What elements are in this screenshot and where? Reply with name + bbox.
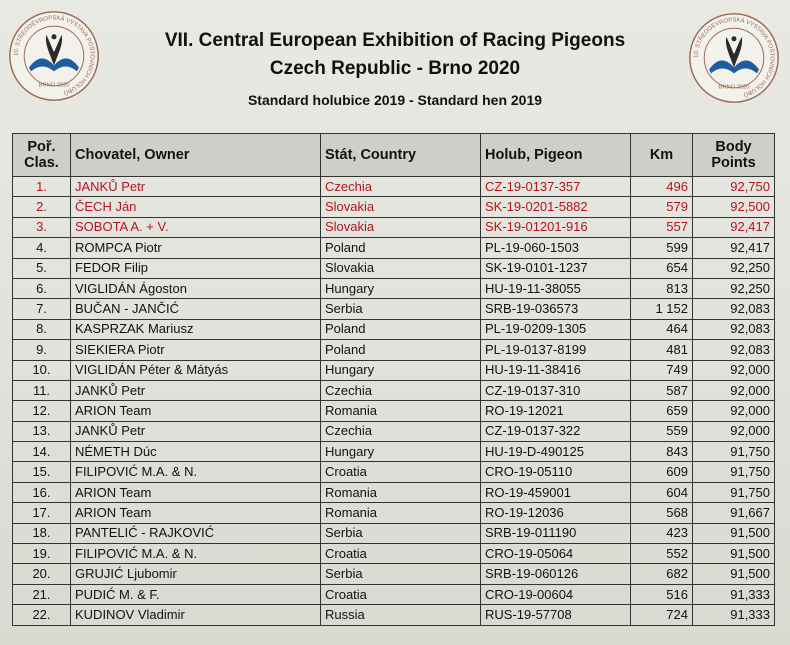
cell-pigeon: PL-19-0209-1305 [481, 319, 631, 339]
logo-ring-text: 10. STŘEDOEVROPSKÁ VÝSTAVA POŠTOVNÍCH HOLUBŮ [693, 17, 775, 98]
cell-pigeon: HU-19-11-38055 [481, 278, 631, 298]
cell-km: 579 [631, 197, 693, 217]
logo-city-year: BRNO 2020 [718, 84, 750, 91]
cell-points: 91,750 [693, 442, 775, 462]
page-title-location: Czech Republic - Brno 2020 [269, 58, 521, 79]
cell-points: 91,500 [693, 523, 775, 543]
cell-km: 749 [631, 360, 693, 380]
cell-km: 843 [631, 442, 693, 462]
cell-owner: JANKŮ Petr [71, 177, 321, 197]
cell-points: 92,000 [693, 401, 775, 421]
cell-km: 609 [631, 462, 693, 482]
cell-rank: 5. [13, 258, 71, 278]
cell-country: Poland [321, 340, 481, 360]
cell-owner: PANTELIĆ - RAJKOVIĆ [71, 523, 321, 543]
cell-rank: 15. [13, 462, 71, 482]
cell-pigeon: SK-19-01201-916 [481, 217, 631, 237]
table-row [13, 360, 775, 380]
page-title: VII. Central European Exhibition of Racing Pigeons [164, 30, 626, 51]
table-row [13, 544, 775, 564]
table-row [13, 482, 775, 502]
cell-rank: 3. [13, 217, 71, 237]
cell-owner: GRUJIĆ Ljubomir [71, 564, 321, 584]
table-row [13, 584, 775, 604]
cell-owner: NÉMETH Dúc [71, 442, 321, 462]
table-row [13, 197, 775, 217]
cell-owner: VIGLIDÁN Ágoston [71, 278, 321, 298]
cell-km: 559 [631, 421, 693, 441]
cell-rank: 22. [13, 605, 71, 625]
cell-pigeon: SRB-19-011190 [481, 523, 631, 543]
col-header-rank: Poř. Clas. [13, 134, 71, 177]
cell-rank: 19. [13, 544, 71, 564]
cell-country: Serbia [321, 564, 481, 584]
cell-rank: 1. [13, 177, 71, 197]
cell-country: Russia [321, 605, 481, 625]
cell-pigeon: CRO-19-05064 [481, 544, 631, 564]
cell-points: 92,000 [693, 421, 775, 441]
col-header-owner: Chovatel, Owner [71, 134, 321, 177]
table-row [13, 401, 775, 421]
cell-pigeon: HU-19-11-38416 [481, 360, 631, 380]
cell-country: Slovakia [321, 217, 481, 237]
cell-points: 92,000 [693, 360, 775, 380]
cell-points: 92,417 [693, 217, 775, 237]
cell-pigeon: SRB-19-060126 [481, 564, 631, 584]
cell-km: 682 [631, 564, 693, 584]
cell-rank: 9. [13, 340, 71, 360]
cell-points: 92,750 [693, 177, 775, 197]
table-row [13, 319, 775, 339]
cell-country: Czechia [321, 177, 481, 197]
cell-owner: FILIPOVIĆ M.A. & N. [71, 462, 321, 482]
col-header-pigeon: Holub, Pigeon [481, 134, 631, 177]
cell-rank: 12. [13, 401, 71, 421]
cell-owner: JANKŮ Petr [71, 421, 321, 441]
logo-city-year: BRNO 2020 [38, 82, 70, 89]
cell-country: Croatia [321, 584, 481, 604]
cell-points: 91,667 [693, 503, 775, 523]
table-row [13, 177, 775, 197]
cell-owner: SOBOTA A. + V. [71, 217, 321, 237]
cell-km: 659 [631, 401, 693, 421]
cell-rank: 20. [13, 564, 71, 584]
table-row [13, 258, 775, 278]
results-table [12, 133, 775, 626]
cell-country: Hungary [321, 442, 481, 462]
exhibition-logo-right [686, 10, 782, 106]
table-row [13, 503, 775, 523]
cell-pigeon: SK-19-0101-1237 [481, 258, 631, 278]
cell-rank: 7. [13, 299, 71, 319]
cell-rank: 21. [13, 584, 71, 604]
cell-km: 516 [631, 584, 693, 604]
cell-rank: 10. [13, 360, 71, 380]
cell-km: 423 [631, 523, 693, 543]
cell-country: Romania [321, 503, 481, 523]
cell-country: Poland [321, 319, 481, 339]
cell-country: Hungary [321, 360, 481, 380]
cell-pigeon: CRO-19-05110 [481, 462, 631, 482]
cell-points: 91,500 [693, 544, 775, 564]
exhibition-logo-left [6, 8, 102, 104]
cell-points: 92,417 [693, 238, 775, 258]
cell-km: 496 [631, 177, 693, 197]
cell-country: Romania [321, 401, 481, 421]
cell-rank: 4. [13, 238, 71, 258]
cell-owner: VIGLIDÁN Péter & Mátyás [71, 360, 321, 380]
cell-rank: 6. [13, 278, 71, 298]
cell-country: Czechia [321, 421, 481, 441]
cell-country: Romania [321, 482, 481, 502]
cell-points: 92,083 [693, 299, 775, 319]
cell-pigeon: RO-19-12036 [481, 503, 631, 523]
cell-km: 813 [631, 278, 693, 298]
cell-country: Poland [321, 238, 481, 258]
page-subtitle: Standard holubice 2019 - Standard hen 2019 [247, 92, 543, 108]
cell-pigeon: CRO-19-00604 [481, 584, 631, 604]
cell-rank: 2. [13, 197, 71, 217]
cell-points: 91,333 [693, 584, 775, 604]
cell-km: 552 [631, 544, 693, 564]
cell-pigeon: RO-19-459001 [481, 482, 631, 502]
col-header-km: Km [631, 134, 693, 177]
cell-km: 481 [631, 340, 693, 360]
cell-owner: KUDINOV Vladimir [71, 605, 321, 625]
cell-owner: ČECH Ján [71, 197, 321, 217]
cell-owner: BUČAN - JANČIĆ [71, 299, 321, 319]
cell-km: 464 [631, 319, 693, 339]
cell-points: 92,500 [693, 197, 775, 217]
cell-km: 599 [631, 238, 693, 258]
cell-points: 91,333 [693, 605, 775, 625]
col-header-country: Stát, Country [321, 134, 481, 177]
cell-points: 91,750 [693, 482, 775, 502]
cell-km: 587 [631, 380, 693, 400]
cell-rank: 17. [13, 503, 71, 523]
table-row [13, 238, 775, 258]
cell-points: 92,250 [693, 258, 775, 278]
cell-owner: ARION Team [71, 401, 321, 421]
cell-pigeon: RUS-19-57708 [481, 605, 631, 625]
table-row [13, 421, 775, 441]
cell-points: 91,750 [693, 462, 775, 482]
cell-owner: FEDOR Filip [71, 258, 321, 278]
cell-pigeon: HU-19-D-490125 [481, 442, 631, 462]
cell-owner: ROMPCA Piotr [71, 238, 321, 258]
cell-points: 92,083 [693, 340, 775, 360]
col-header-points: Body Points [693, 134, 775, 177]
cell-owner: PUDIĆ M. & F. [71, 584, 321, 604]
cell-km: 557 [631, 217, 693, 237]
cell-km: 604 [631, 482, 693, 502]
cell-country: Croatia [321, 544, 481, 564]
cell-owner: FILIPOVIĆ M.A. & N. [71, 544, 321, 564]
table-row [13, 340, 775, 360]
cell-country: Serbia [321, 523, 481, 543]
cell-rank: 11. [13, 380, 71, 400]
table-row [13, 462, 775, 482]
cell-owner: ARION Team [71, 503, 321, 523]
cell-rank: 18. [13, 523, 71, 543]
cell-km: 724 [631, 605, 693, 625]
cell-country: Czechia [321, 380, 481, 400]
cell-owner: ARION Team [71, 482, 321, 502]
cell-pigeon: PL-19-0137-8199 [481, 340, 631, 360]
cell-rank: 8. [13, 319, 71, 339]
cell-points: 91,500 [693, 564, 775, 584]
table-row [13, 523, 775, 543]
cell-pigeon: SRB-19-036573 [481, 299, 631, 319]
cell-pigeon: CZ-19-0137-357 [481, 177, 631, 197]
cell-pigeon: SK-19-0201-5882 [481, 197, 631, 217]
cell-owner: SIEKIERA Piotr [71, 340, 321, 360]
cell-rank: 13. [13, 421, 71, 441]
cell-pigeon: CZ-19-0137-310 [481, 380, 631, 400]
cell-country: Croatia [321, 462, 481, 482]
cell-country: Slovakia [321, 197, 481, 217]
table-header-row [13, 134, 775, 177]
cell-country: Slovakia [321, 258, 481, 278]
table-row [13, 217, 775, 237]
table-row [13, 442, 775, 462]
cell-rank: 14. [13, 442, 71, 462]
table-row [13, 278, 775, 298]
logo-ring-text: 10. STŘEDOEVROPSKÁ VÝSTAVA POŠTOVNÍCH HOLUBŮ [13, 15, 95, 96]
cell-country: Serbia [321, 299, 481, 319]
cell-points: 92,000 [693, 380, 775, 400]
cell-pigeon: RO-19-12021 [481, 401, 631, 421]
cell-points: 92,083 [693, 319, 775, 339]
table-row [13, 380, 775, 400]
cell-owner: JANKŮ Petr [71, 380, 321, 400]
cell-pigeon: CZ-19-0137-322 [481, 421, 631, 441]
cell-pigeon: PL-19-060-1503 [481, 238, 631, 258]
table-row [13, 299, 775, 319]
cell-km: 654 [631, 258, 693, 278]
cell-km: 1 152 [631, 299, 693, 319]
cell-km: 568 [631, 503, 693, 523]
table-row [13, 605, 775, 625]
cell-points: 92,250 [693, 278, 775, 298]
cell-rank: 16. [13, 482, 71, 502]
cell-country: Hungary [321, 278, 481, 298]
table-row [13, 564, 775, 584]
cell-owner: KASPRZAK Mariusz [71, 319, 321, 339]
